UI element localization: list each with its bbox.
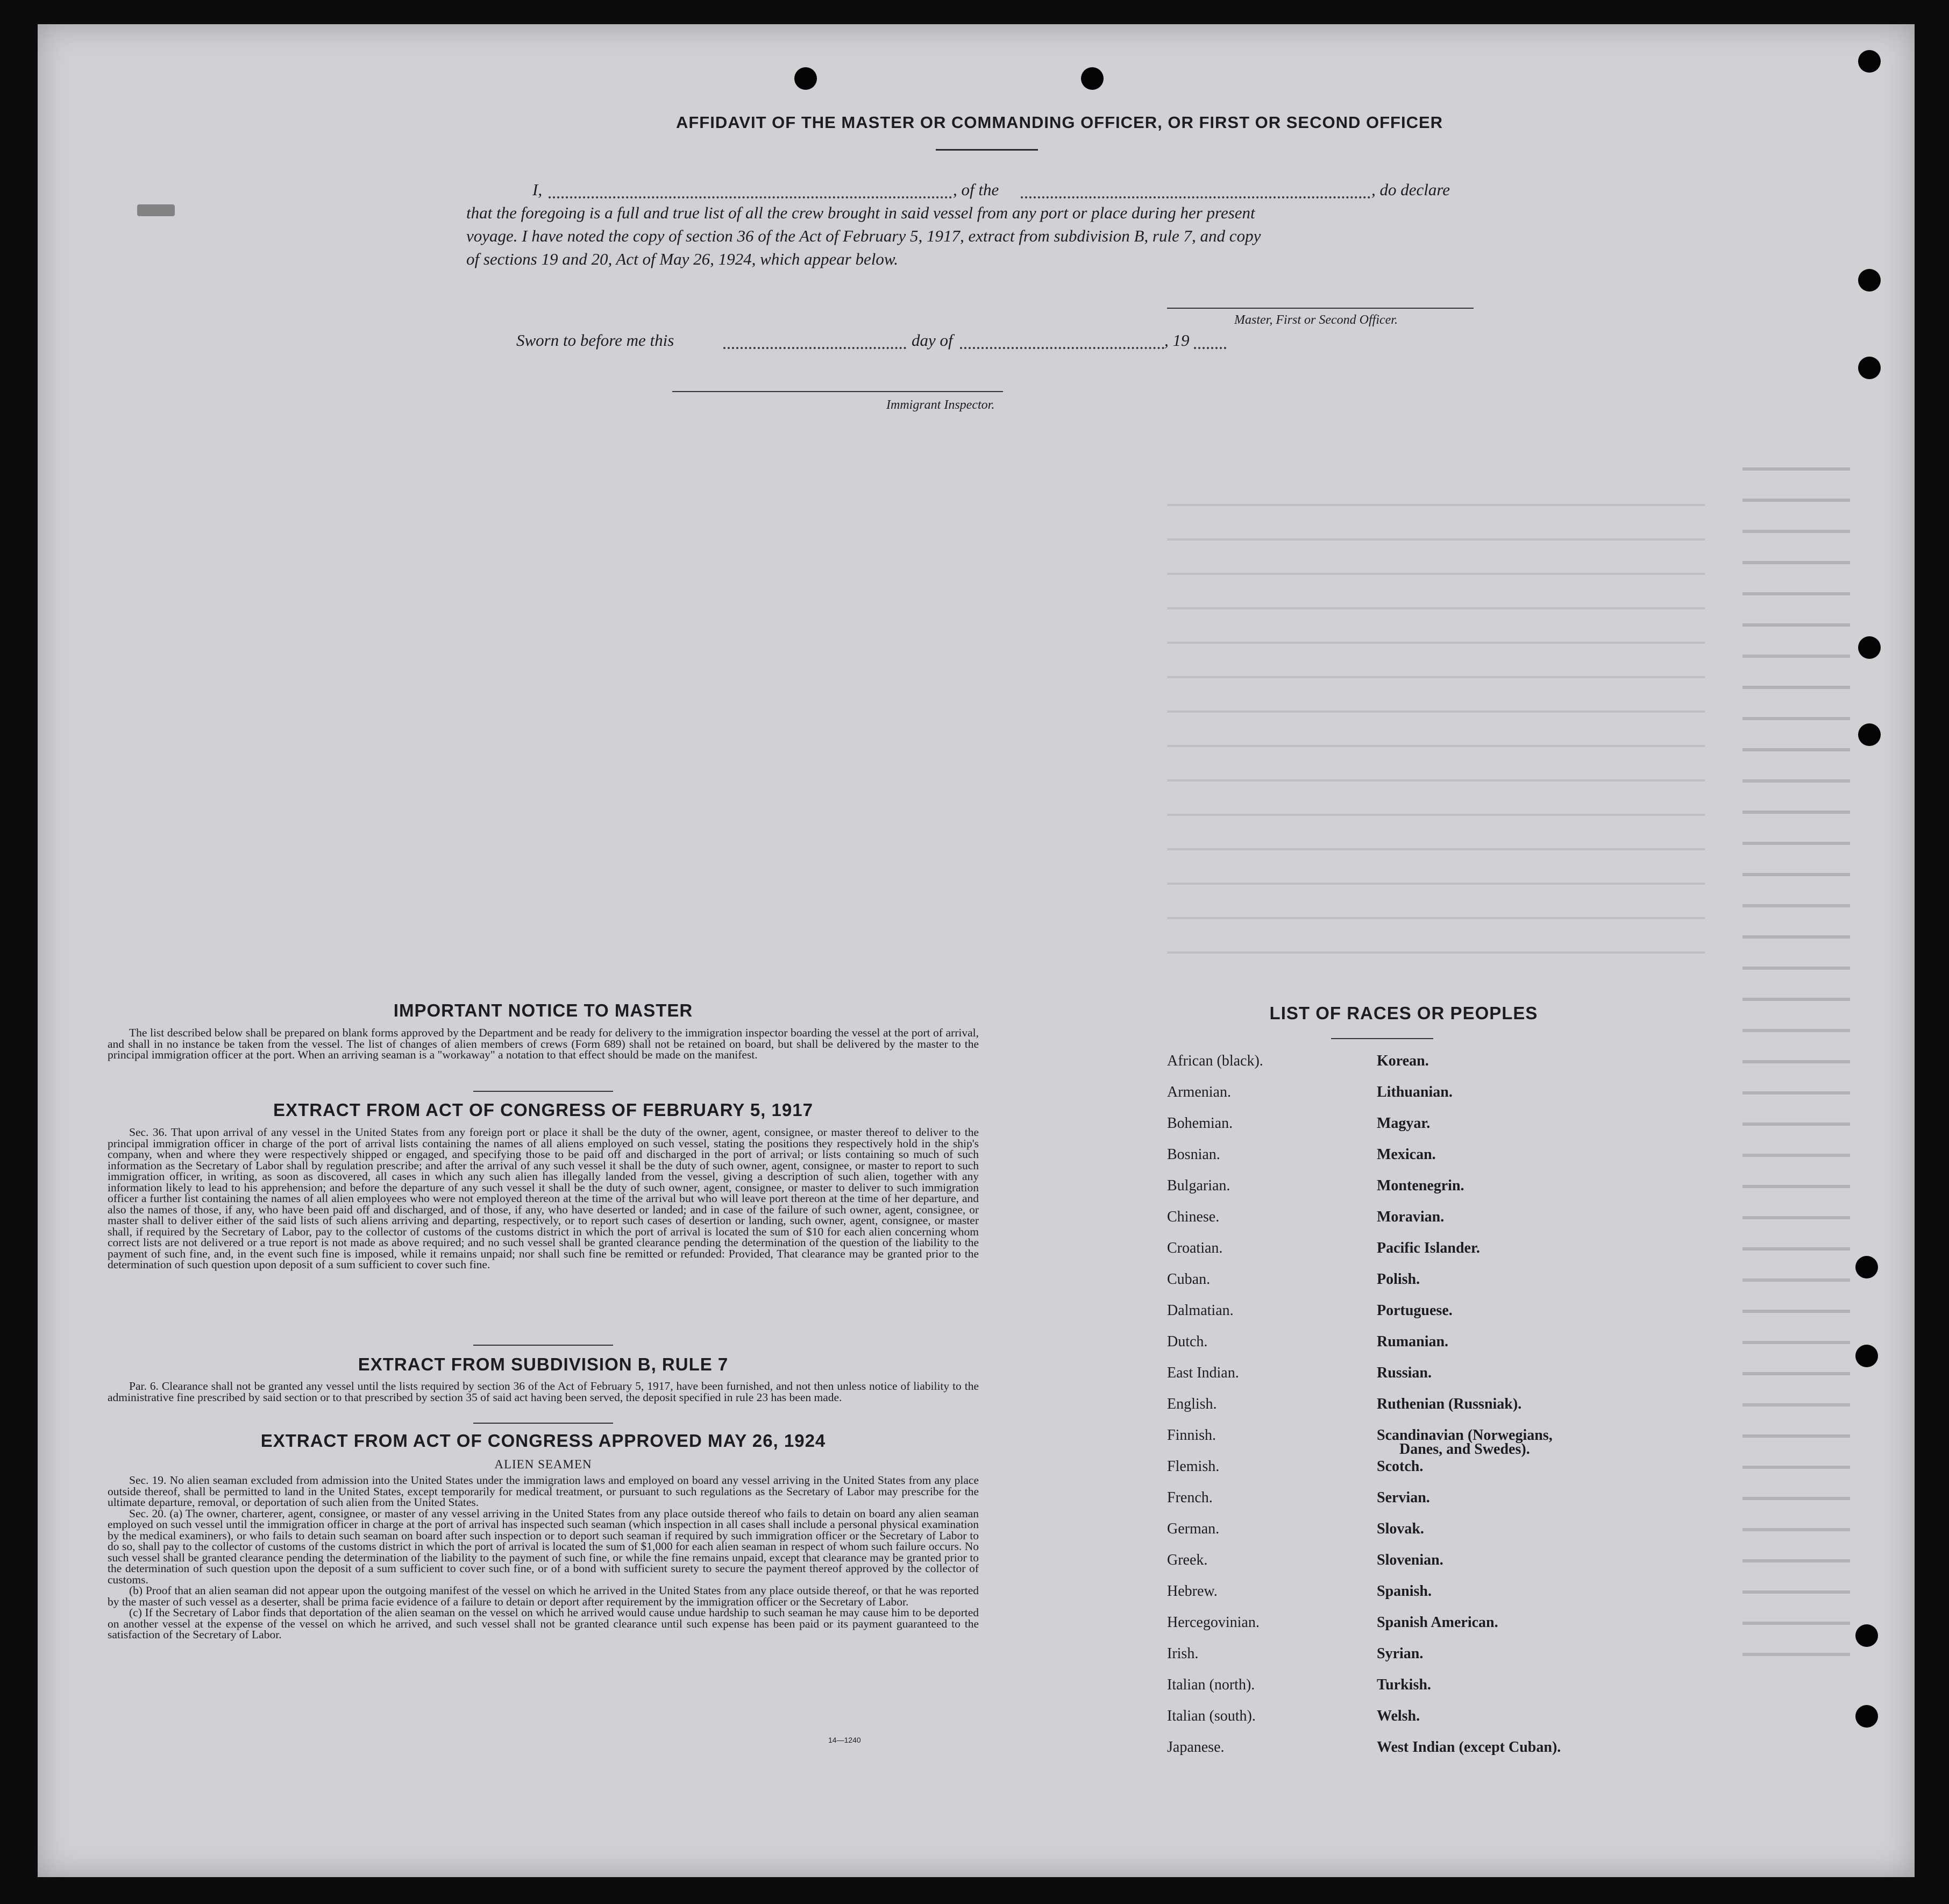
- race-item: Korean.: [1377, 1053, 1429, 1069]
- extract-1917-title: EXTRACT FROM ACT OF CONGRESS OF FEBRUARY 5, 1917: [273, 1100, 813, 1120]
- section-20c-paragraph: (c) If the Secretary of Labor finds that deportation of the alien seaman on the vessel on which he arrived would cause undue hardship to such seaman he may cause him to be deported on another vessel at the expense of the vessel on which he arrived, and such vessel shall not be granted clearance until such expense has been paid or its payment guaranteed to the satisfaction of the Secretary of Labor.: [108, 1606, 979, 1641]
- sworn-year-blank[interactable]: [1194, 347, 1226, 349]
- race-item: Armenian.: [1167, 1084, 1231, 1100]
- section-36-paragraph: Sec. 36. That upon arrival of any vessel in the United States from any foreign port or place it shall be the duty of the owner, agent, consignee, or master thereof to deliver to the principal immigration officer in charge of the port of arrival lists containing the names of all aliens employed on such vessel, stating the positions they respectively hold in the ship's company, when and where they were respectively shipped or engaged, and specifying those to be paid off and discharged in the port of arrival; or lists containing so much of such information as the Secretary of Labor shall by regulation prescribe; and after the arrival of any such vessel it shall be the duty of such owner, agent, consignee, or master to report to such immigration officer, in writing, as soon as discovered, all cases in which any such alien has illegally landed from the vessel, giving a description of such alien, together with any information likely to lead to his apprehension; and before the departure of any such vessel it shall be the duty of such owner, agent, consignee, or master to deliver to such immigration officer a further list containing the names of all alien employees who were not employed thereon at the time of the arrival but who will leave port thereon at the time of her departure, and also the names of those, if any, who have been paid off and discharged, and of those, if any, who have deserted or landed; and in case of the failure of such owner, agent, consignee, or master shall to deliver either of the said lists of such aliens arriving and departing, respectively, or to report such cases of desertion or landing, such owner, agent, consignee, or master shall, if required by the Secretary of Labor, pay to the collector of customs of the customs district in which the port of arrival is located the sum of $10 for each alien concerning whom correct lists are not delivered or a true report is not made as above required; and no such vessel shall be granted clearance pending the determination of the question of the liability to the payment of such fine, and, in the event such fine is imposed, while it remains unpaid; nor shall such fine be remitted or refunded: Provided, That clearance may be granted prior to the determination of such question upon deposit of a sum sufficient to cover such fine.: [108, 1126, 979, 1271]
- punch-hole: [1081, 67, 1104, 90]
- punch-hole: [1855, 1345, 1878, 1367]
- race-item: Welsh.: [1377, 1708, 1420, 1724]
- extract-rule7-text: [108, 1381, 979, 1403]
- race-item: Polish.: [1377, 1271, 1420, 1288]
- race-item: Dalmatian.: [1167, 1302, 1234, 1319]
- race-item: Finnish.: [1167, 1427, 1217, 1444]
- master-caption: Master, First or Second Officer.: [1234, 313, 1398, 327]
- races-left-column: [1167, 1054, 1371, 1796]
- affidavit-i-label: I,: [532, 180, 543, 199]
- affidavit-declare-label: , do declare: [1371, 180, 1450, 199]
- race-item: Lithuanian.: [1377, 1084, 1453, 1100]
- section-19-paragraph: Sec. 19. No alien seaman excluded from admission into the United States under the immigration laws and employed on board any vessel arriving in the United States from any place outside thereof, shall be permitted to land in the United States, except temporarily for medical treatment, or pursuant to such regulations as the Secretary of Labor may prescribe for the ultimate departure, removal, or deportation of such alien from the United States.: [108, 1474, 979, 1509]
- race-item: Japanese.: [1167, 1739, 1225, 1756]
- race-item: Chinese.: [1167, 1209, 1220, 1225]
- punch-hole: [1858, 723, 1881, 746]
- punch-hole: [1855, 1624, 1878, 1647]
- master-signature-line[interactable]: [1167, 308, 1474, 309]
- race-item: Bosnian.: [1167, 1146, 1220, 1163]
- race-item: Croatian.: [1167, 1240, 1223, 1256]
- punch-hole: [1858, 636, 1881, 659]
- race-item: Hebrew.: [1167, 1583, 1218, 1600]
- section-divider: [473, 1423, 613, 1424]
- ink-mark: [137, 204, 175, 216]
- notice-paragraph: The list described below shall be prepared on blank forms approved by the Department and be ready for delivery to the immigration inspector boarding the vessel at the port of arrival, and shall in no instance be taken from the vessel. The list of changes of alien members of crews (Form 689) shall not be retained on board, but shall be delivered by the master to the principal immigration officer at the port. When an arriving seaman is a "workaway" a notation to that effect should be made on the manifest.: [108, 1026, 979, 1061]
- race-item: Italian (north).: [1167, 1676, 1255, 1693]
- document-page: [38, 24, 1915, 1877]
- race-item: Mexican.: [1377, 1146, 1436, 1163]
- race-item: Turkish.: [1377, 1676, 1431, 1693]
- race-item: Bulgarian.: [1167, 1177, 1230, 1194]
- bleed-through-text: [1167, 476, 1705, 982]
- race-item: Magyar.: [1377, 1115, 1431, 1132]
- race-item: Irish.: [1167, 1645, 1199, 1662]
- race-item: Russian.: [1377, 1365, 1432, 1381]
- par-6-paragraph: Par. 6. Clearance shall not be granted any vessel until the lists required by section 36 of the Act of February 5, 1917, have been furnished, and not then unless notice of liability to the administrative fine prescribed by said section or to that prescribed by section 35 of said act having been served, the deposit specified in rule 23 has been made.: [108, 1380, 979, 1404]
- bleed-through-text: [1742, 444, 1850, 1681]
- sworn-year-label: , 19: [1164, 331, 1190, 350]
- race-item: Bohemian.: [1167, 1115, 1233, 1132]
- race-item: Syrian.: [1377, 1645, 1424, 1662]
- race-item: Scandinavian (Norwegians, Danes, and Swedes).: [1377, 1427, 1553, 1458]
- race-item: French.: [1167, 1489, 1213, 1506]
- race-item: Scotch.: [1377, 1458, 1424, 1475]
- race-item: Hercegovinian.: [1167, 1614, 1260, 1631]
- affidavit-line-3: voyage. I have noted the copy of section 36 of the Act of February 5, 1917, extract from subdivision B, rule 7, and copy: [466, 226, 1261, 245]
- affidavit-line-1: [489, 180, 1565, 202]
- section-20a-paragraph: Sec. 20. (a) The owner, charterer, agent, consignee, or master of any vessel arriving in the United States from any place outside thereof who fails to detain on board any alien seaman employed on such vessel until the immigration officer in charge at the port of arrival has inspected such seaman (which inspection in all cases shall include a personal physical examination by the medical examiners), or who fails to detain such seaman on board after such inspection or to deport such seaman if required by such immigration officer or the Secretary of Labor to do so, shall pay to the collector of customs of the customs district in which the port of arrival is located the sum of $1,000 for each alien seaman in respect of whom such failure occurs. No such vessel shall be granted clearance pending the determination of the liability to the payment of such fine, or while the fine remains unpaid, except that clearance may be granted prior to the determination of such question upon the deposit of a sum sufficient to cover such fine, or of a bond with sufficient surety to secure the payment thereof approved by the collector of customs.: [108, 1507, 979, 1586]
- extract-rule7-title: EXTRACT FROM SUBDIVISION B, RULE 7: [358, 1354, 729, 1374]
- form-number: 14—1240: [828, 1736, 861, 1744]
- race-item: Slovak.: [1377, 1521, 1424, 1537]
- sworn-month-blank[interactable]: [960, 347, 1164, 349]
- race-item: Moravian.: [1377, 1209, 1445, 1225]
- race-item: Rumanian.: [1377, 1333, 1449, 1350]
- affidavit-title: AFFIDAVIT OF THE MASTER OR COMMANDING OFFICER, OR FIRST OR SECOND OFFICER: [675, 113, 1443, 132]
- title-underline: [936, 149, 1038, 151]
- section-divider: [473, 1091, 613, 1092]
- affidavit-line-4: of sections 19 and 20, Act of May 26, 1924, which appear below.: [466, 250, 899, 268]
- extract-1924-text: [108, 1475, 979, 1640]
- section-divider: [473, 1345, 613, 1346]
- races-title-underline: [1331, 1038, 1433, 1039]
- affidavit-line-2: that the foregoing is a full and true list of all the crew brought in said vessel from any port or place during her present: [466, 203, 1255, 222]
- race-item: West Indian (except Cuban).: [1377, 1739, 1561, 1756]
- race-item: Ruthenian (Russniak).: [1377, 1396, 1522, 1412]
- punch-hole: [1855, 1705, 1878, 1728]
- race-item: Portuguese.: [1377, 1302, 1453, 1319]
- sworn-day-label: day of: [912, 331, 953, 350]
- race-item: African (black).: [1167, 1053, 1263, 1069]
- races-right-column: [1377, 1054, 1678, 1796]
- name-blank[interactable]: [549, 196, 952, 198]
- race-item: German.: [1167, 1521, 1220, 1537]
- race-item: Cuban.: [1167, 1271, 1211, 1288]
- vessel-blank[interactable]: [1021, 196, 1370, 198]
- race-item: Slovenian.: [1377, 1552, 1443, 1568]
- sworn-date-blank[interactable]: [723, 347, 906, 349]
- notice-text: [108, 1027, 979, 1061]
- punch-hole: [1858, 50, 1881, 73]
- notice-title: IMPORTANT NOTICE TO MASTER: [393, 1000, 693, 1020]
- extract-1917-text: [108, 1127, 979, 1270]
- affidavit-of-the-label: , of the: [953, 180, 999, 199]
- race-item: Spanish.: [1377, 1583, 1432, 1600]
- punch-hole: [794, 67, 817, 90]
- sworn-line: [516, 331, 1323, 352]
- inspector-caption: Immigrant Inspector.: [886, 398, 995, 412]
- race-item: English.: [1167, 1396, 1217, 1412]
- sworn-prefix: Sworn to before me this: [516, 331, 674, 350]
- race-item: Italian (south).: [1167, 1708, 1256, 1724]
- punch-hole: [1855, 1256, 1878, 1278]
- race-item: Montenegrin.: [1377, 1177, 1464, 1194]
- race-item: Flemish.: [1167, 1458, 1220, 1475]
- race-item: Dutch.: [1167, 1333, 1208, 1350]
- race-item: East Indian.: [1167, 1365, 1239, 1381]
- race-item: Spanish American.: [1377, 1614, 1498, 1631]
- race-item: Servian.: [1377, 1489, 1430, 1506]
- punch-hole: [1858, 357, 1881, 379]
- races-title: LIST OF RACES OR PEOPLES: [1269, 1003, 1538, 1023]
- race-item: Greek.: [1167, 1552, 1208, 1568]
- race-item: Pacific Islander.: [1377, 1240, 1480, 1256]
- inspector-signature-line[interactable]: [672, 391, 1003, 392]
- extract-1924-title: EXTRACT FROM ACT OF CONGRESS APPROVED MAY 26, 1924: [260, 1431, 826, 1451]
- punch-hole: [1858, 269, 1881, 292]
- section-20b-paragraph: (b) Proof that an alien seaman did not appear upon the outgoing manifest of the vessel on which he arrived in the United States from any place outside thereof, or that he was reported by the master of such vessel as a deserter, shall be prima facie evidence of a failure to detain or deport after requirement by the immigration officer or the Secretary of Labor.: [108, 1584, 979, 1608]
- alien-seamen-subtitle: ALIEN SEAMEN: [494, 1458, 592, 1471]
